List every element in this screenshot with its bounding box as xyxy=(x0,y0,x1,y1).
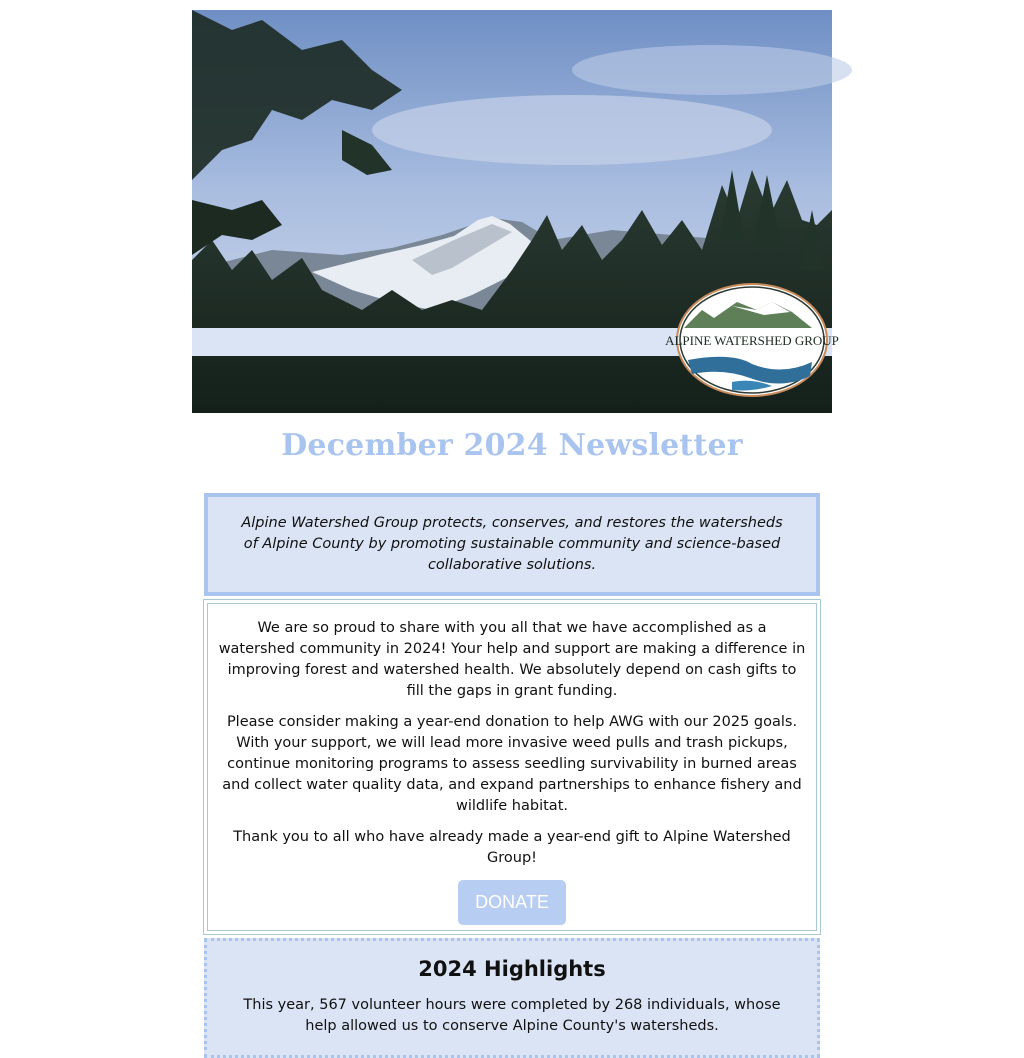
logo-text: ALPINE WATERSHED GROUP xyxy=(665,333,839,348)
newsletter-title: December 2024 Newsletter xyxy=(281,428,743,463)
donation-appeal-inner xyxy=(207,603,817,931)
mission-statement: Alpine Watershed Group protects, conserves, and restores the watersheds of Alpine County by promoting sustainable community and science-based collaborative solutions. xyxy=(241,515,783,573)
appeal-paragraph-2: Please consider making a year-end donation to help AWG with our 2025 goals. With your support, we will lead more invasive weed pulls and trash pickups, continue monitoring programs to assess seedling survivability in burned areas and collect water quality data, and expand partnerships to enhance fishery and wildlife habitat. xyxy=(222,714,802,814)
highlights-box xyxy=(204,938,820,1058)
appeal-paragraph-3: Thank you to all who have already made a year-end gift to Alpine Watershed Group! xyxy=(233,829,791,866)
appeal-paragraph-1: We are so proud to share with you all that we have accomplished as a watershed community in 2024! Your help and support are making a difference in improving forest and watershed health. We absolutely depend on cash gifts to fill the gaps in grant funding. xyxy=(218,620,806,699)
donate-button[interactable]: DONATE xyxy=(458,880,566,925)
donation-appeal-box xyxy=(203,599,821,935)
mission-statement-box xyxy=(204,493,820,596)
highlights-heading: 2024 Highlights xyxy=(418,957,606,981)
header-banner-image xyxy=(192,10,839,413)
highlights-text: This year, 567 volunteer hours were completed by 268 individuals, whose help allowed us to conserve Alpine County's watersheds. xyxy=(243,997,781,1034)
